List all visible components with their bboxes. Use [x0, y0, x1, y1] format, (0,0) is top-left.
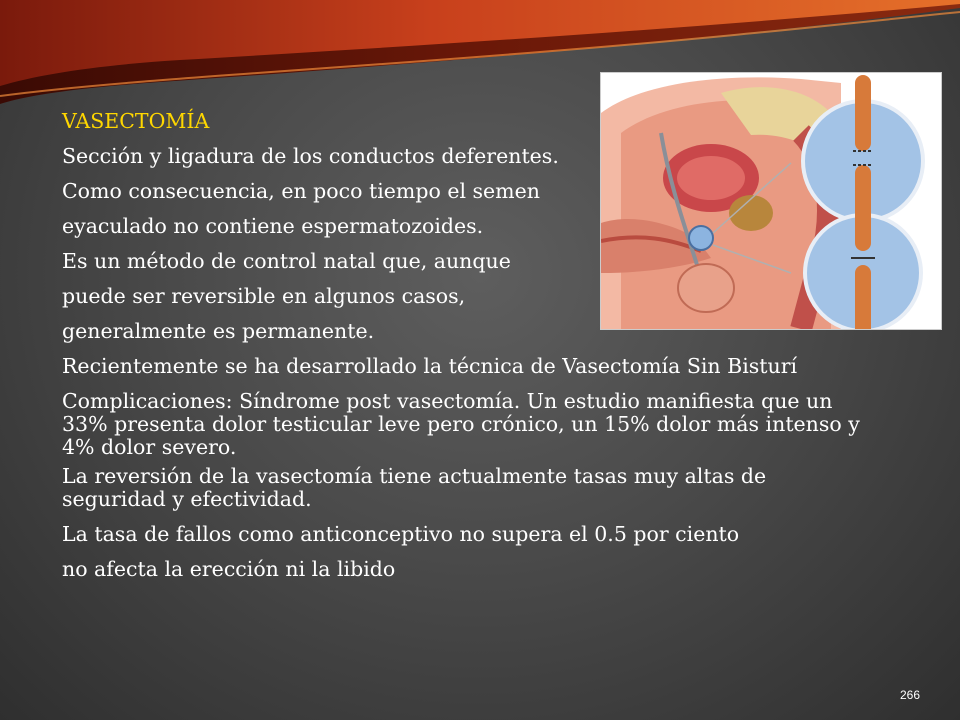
libido-text: no afecta la erección ni la libido — [62, 557, 396, 581]
body-line: puede ser reversible en algunos casos, — [62, 284, 466, 308]
body-line: eyaculado no contiene espermatozoides. — [62, 214, 484, 238]
anatomy-illustration-icon — [601, 73, 941, 329]
body-line: Como consecuencia, en poco tiempo el semen — [62, 179, 540, 203]
body-line: Es un método de control natal que, aunque — [62, 249, 511, 273]
reversal-text: La reversión de la vasectomía tiene actualmente tasas muy altas de seguridad y efectividad. — [62, 464, 767, 511]
complications-text: Complicaciones: Síndrome post vasectomía. Un estudio manifiesta que un 33% presenta dolor testicular leve pero crónico, un 15% dolor más intenso y 4% dolor severo. — [62, 389, 860, 459]
slide-heading: VASECTOMÍA — [62, 109, 210, 133]
body-line: Recientemente se ha desarrollado la técnica de Vasectomía Sin Bisturí — [62, 354, 798, 378]
failure-rate-text: La tasa de fallos como anticonceptivo no supera el 0.5 por ciento — [62, 522, 740, 546]
page-number: 266 — [899, 688, 920, 702]
anatomy-illustration — [600, 72, 942, 330]
body-line: Sección y ligadura de los conductos deferentes. — [62, 144, 559, 168]
body-line: generalmente es permanente. — [62, 319, 375, 343]
